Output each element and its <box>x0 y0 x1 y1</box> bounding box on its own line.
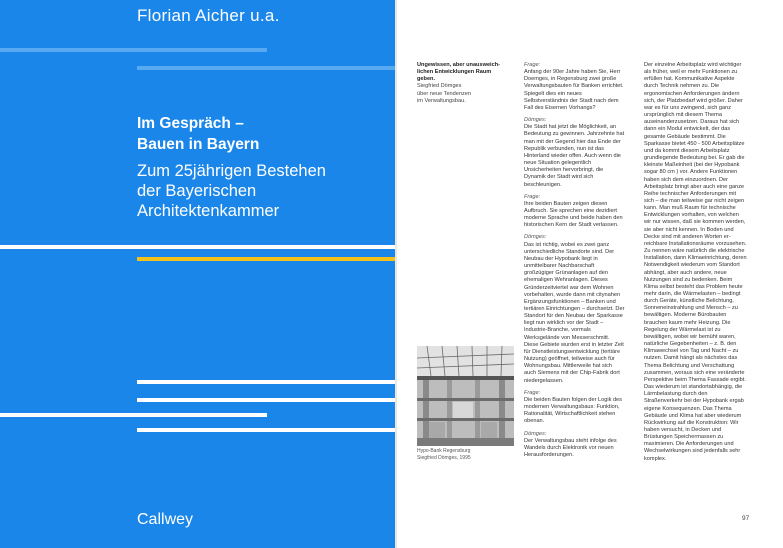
intro-lead: Ungewissen, aber unausweichlichen Entwicklungen Raum geben. <box>417 62 501 83</box>
intro-sub-line: über neue Tendenzen <box>417 90 472 97</box>
speaker-label: Frage: <box>524 62 541 68</box>
intro-sub-line: im Verwaltungsbau. <box>417 97 466 104</box>
cover-title-line: Bauen in Bayern <box>137 136 260 153</box>
answer-text: Der einzelne Arbeitsplatz wird wichtiger als früher, weil er mehr Funktionen zu erfüllen hat. Kommunikative Aspekte durch Technik nehmen zu. Die ergonomischen Anforderungen ändern sich, der Platzbedarf wird größer. Daher war es für uns zwingend, sich ganz ursprünglich mit diesem Thema auseinanderzusetzen. Daraus hat sich dann ein Modul entwickelt, der das gesamte Gebäude bestimmt. Die Sparkasse bietet 450 - 500 Arbeitsplätze und da kommt diesem Arbeitsplatz grundlegende Bedeutung bei. Er gab die kleinste Maßeinheit (bei der Hypobank sogar 80 cm ) vor. Andere Funktionen haben sich dem einzuordnen. Der Arbeitsplatz bringt aber auch eine ganze Reihe technischer Anforderungen mit sich – die man teilweise gar nicht zeigen kann. Man muß Raum für technische Entwicklungen vorhalten, von welchen wir nur wissen, daß sie kommen werden, sie aber nicht kennen. In Boden und Decke sind mit anderen Worten erreichbare Installationsräume vorzusehen. Zu nennen wäre natürlich die elektrische Installation, dann Klimaeinrichtung, deren Notwendigkeit wiederum vom Standort abhängt, aber auch andere, neue Nutzungen sind zu bedenken. Beim Klima selbst besteht das Problem heute mehr darin, die Wärmelasten – bedingt durch Geräte, künstliche Belichtung, Sonneneinstrahlung und Mensch – zu bewältigen. Moderne Bürobauten brauchen kaum mehr Heizung. Die Regelung der Wärmelast ist zu bewältigen, wobei wir bemüht waren, natürliche Gegebenheiten – z. B. den Klimawechsel von Tag und Nacht – zu nutzen. Damit hängt als nächstes das Thema Belichtung und Verschattung zusammen, woraus sich eine veränderte Perspektive beim Thema Fassade ergibt. Das wiederum ist standortabhängig, die Lärmbelastung durch den Straßenverkehr bei der Hypobank ergab eigene Konsequenzen. Das Thema Gebäude und Klima hat aber wiederum Rückwirkung auf die Konstruktion: Wir haben versucht, in Decken und Brüstungen Speichermassen zu maximieren. Die Anforderungen und Wechselwirkungen sind jedenfalls sehr komplex. <box>644 62 747 462</box>
cover-title <box>137 113 377 155</box>
intro-column <box>417 62 501 105</box>
cover-stripe <box>137 380 395 384</box>
cover-author: Florian Aicher u.a. <box>137 6 280 25</box>
building-photo <box>417 346 514 446</box>
cover-stripe <box>137 398 395 402</box>
photo-caption <box>417 448 515 461</box>
speaker-label: Dömges: <box>524 117 547 124</box>
cover-subtitle-line: Architektenkammer <box>137 202 280 220</box>
interview-text: Der Verwaltungsbau steht infolge des Wandels durch Elektronik vor neuen Herausforderungen. <box>524 437 617 458</box>
page-number: 97 <box>742 515 750 522</box>
speaker-label: Frage: <box>524 193 541 200</box>
cover-stripe <box>0 413 267 417</box>
cover-stripe <box>137 66 395 70</box>
cover-subtitle-line: Zum 25jährigen Bestehen <box>137 162 326 180</box>
photo-caption-line: Hypo-Bank Regensburg <box>417 448 471 454</box>
atrium-photo-illustration <box>417 346 514 446</box>
speaker-label: Dömges: <box>524 430 547 437</box>
cover-stripe <box>0 245 395 249</box>
interview-text: Ihre beiden Bauten zeigen diesen Aufbruch. Sie sprechen eine dezidiert moderne Sprache und beide haben den historischen Kern der Stadt verlassen. <box>524 200 623 229</box>
interview-column-right <box>644 62 747 463</box>
cover-stripe-accent <box>137 257 395 261</box>
intro-sub-line: Siegfried Dömges <box>417 83 462 90</box>
cover-stripe <box>0 48 267 52</box>
speaker-label: Frage: <box>524 389 541 396</box>
interview-text: Die beiden Bauten folgen der Logik des modernen Verwaltungsbaus: Funktion, Rationalität, Wirtschaftlichkeit stehen obenan. <box>524 396 622 425</box>
cover-publisher: Callwey <box>137 511 194 528</box>
interview-column-middle <box>524 62 625 459</box>
interview-page <box>397 0 783 548</box>
cover-subtitle <box>137 161 377 221</box>
speaker-label: Dömges: <box>524 234 547 241</box>
photo-caption-line: Siegfried Dömges, 1995 <box>417 454 471 461</box>
intro-sub <box>417 83 501 104</box>
interview-text: Die Stadt hat jetzt die Möglichkeit, an Bedeutung zu gewinnen. Jahrzehnte hat man mit der Gegend hier das Ende der Republik verbunden, nun ist das Hinterland wieder offen. Auch wenn die neue Situation gelegentlich Unsicherheiten hervorbringt, die Dynamik der Stadt wird sich beschleunigen. <box>524 124 625 188</box>
cover-stripe <box>137 428 395 432</box>
cover-subtitle-line: der Bayerischen <box>137 182 257 200</box>
interview-text: Anfang der 90er Jahre haben Sie, Herr Doemges, in Regensburg zwei große Verwaltungsbauten für Banken errichtet. Spiegelt dies ein neues Selbstverständnis der Stadt nach dem Fall des Eisernen Vorhangs? <box>524 69 624 111</box>
cover-title-line: Im Gespräch – <box>137 115 244 132</box>
interview-text: Das ist richtig, wobei es zwei ganz unterschiedliche Standorte sind. Der Neubau der Hypobank liegt in unmittelbarer Nachbarschaft großzügiger Grünanlagen auf den ehemaligen Wehranlagen. Dieses Gründerzeitviertel war dem Wohnen vorbehalten, wurde dann mit citynahen Ergänzungsfunktionen – Banken und tertiären Einrichtungen – durchsetzt. Der Standort für den Neubau der Sparkasse liegt nun wirklich vor der Stadt – Industrie-Branche, vormals Werksgelände von Messerschmitt. Diese Gebiete wurden erst in letzter Zeit für Dienstleistungsentwicklung (tertiäre Nutzung) geöffnet, teilweise auch für Wohnungsbau. Mittlerweile hat sich auch Siemens mit der Chip-Fabrik dort niedergelassen. <box>524 241 625 384</box>
